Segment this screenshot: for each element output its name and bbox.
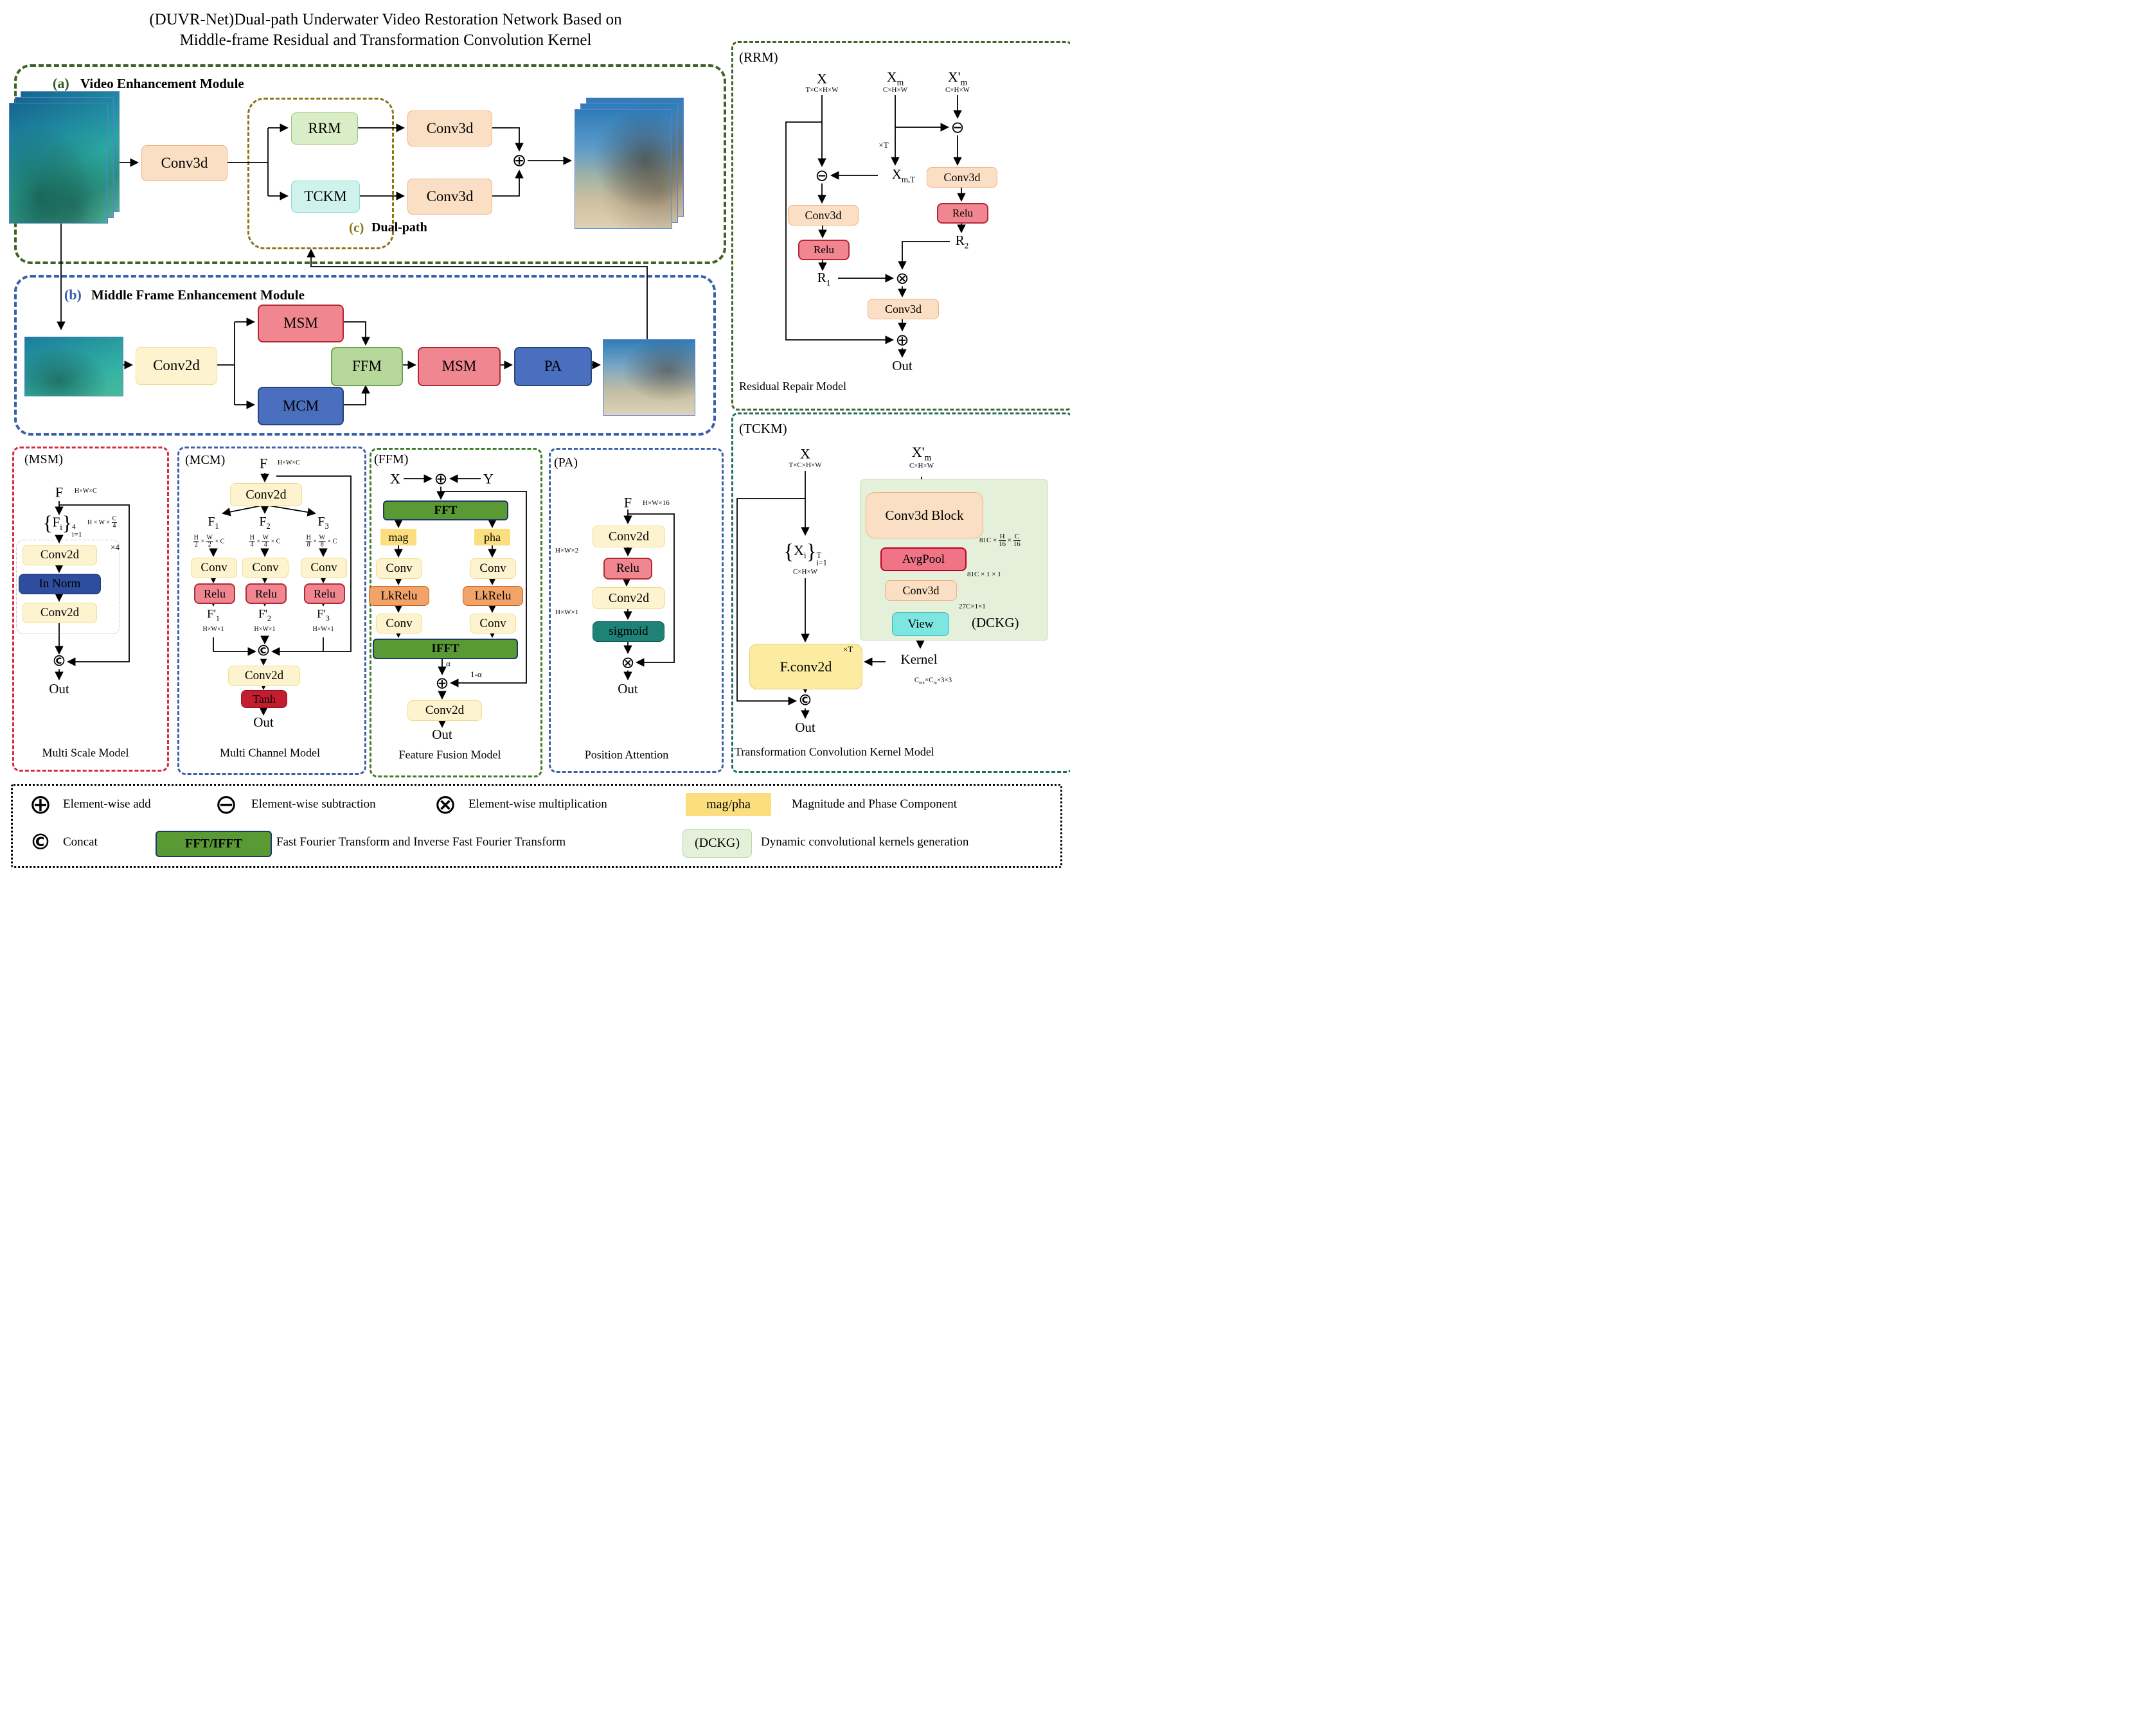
legend-dckg-label: Dynamic convolutional kernels generation — [761, 835, 969, 849]
ffm-x-label: X — [390, 470, 400, 487]
rrm-relu-right: Relu — [937, 203, 988, 224]
legend-dckg-box: (DCKG) — [682, 829, 752, 858]
tckm-view: View — [892, 612, 949, 636]
ffm-lkrelu-l: LkRelu — [369, 586, 429, 606]
mcm-fp3-label: $F'_3$ — [317, 607, 330, 623]
legend-concat-label: Concat — [63, 835, 98, 849]
ffm-alpha-label: α — [446, 659, 450, 668]
legend-magpha-box: mag/pha — [686, 793, 771, 816]
tckm-kernel-dim: $C_{out}\times C_{in}\times 3\times 3$ — [914, 676, 952, 686]
ffm-panel-tag: (FFM) — [374, 452, 409, 466]
mcm-fp2-dim: H×W×1 — [254, 625, 276, 633]
concat-operator-tckm: © — [798, 692, 813, 709]
rrm-relu-left: Relu — [798, 240, 850, 260]
figure-canvas — [0, 0, 1070, 868]
mcm-f1-dim: $\frac{H}{2}$ × $\frac{W}{2}$ × C — [193, 534, 225, 549]
input-video-frame-front — [9, 103, 108, 224]
rrm-xm-dim: C×H×W — [882, 86, 908, 94]
rrm-out-label: Out — [892, 357, 913, 373]
legend-sub-label: Element-wise subtraction — [251, 797, 376, 811]
legend-sub-icon: ⊖ — [215, 788, 238, 820]
msm-fi-dim: H × W × $\frac{C}{4}$ — [87, 515, 117, 529]
dual-path-tag: (c) — [349, 220, 364, 235]
mcm-conv-3: Conv — [301, 558, 347, 578]
msm1-block: MSM — [258, 305, 344, 342]
mcm-conv-1: Conv — [191, 558, 237, 578]
mul-operator-pa: ⊗ — [621, 653, 635, 672]
add-operator-rrm: ⊕ — [895, 330, 909, 350]
tckm-xi-dim: C×H×W — [792, 568, 818, 576]
ffm-mag: mag — [380, 529, 416, 545]
tckm-dim-81c11: 81C × 1 × 1 — [967, 571, 1001, 578]
dual-path-label: Dual-path — [371, 220, 427, 235]
mcm-tanh: Tanh — [241, 690, 287, 708]
mcm-f2-label: $F_2$ — [259, 514, 271, 531]
msm-times4: ×4 — [111, 542, 120, 552]
add-operator-ffm-bottom: ⊕ — [435, 673, 449, 693]
mcm-fp1-dim: H×W×1 — [202, 625, 224, 633]
mcm-caption: Multi Channel Model — [220, 746, 320, 759]
mcm-block: MCM — [258, 387, 344, 425]
tckm-block: TCKM — [291, 181, 360, 213]
tckm-x-label: X — [800, 445, 810, 462]
pa-conv2d-1: Conv2d — [593, 526, 665, 547]
ffm-pha: pha — [474, 529, 510, 545]
section-a-tag: (a) — [53, 75, 69, 91]
mcm-relu-2: Relu — [245, 583, 287, 604]
conv3d-block-a: Conv3d — [141, 145, 227, 181]
msm-f-dim: H×W×C — [75, 488, 97, 495]
rrm-xm-label: $X_m$ — [886, 69, 904, 87]
mcm-conv2d-2: Conv2d — [228, 666, 300, 686]
rrm-conv3d-left: Conv3d — [788, 205, 859, 226]
ffm-lkrelu-r: LkRelu — [463, 586, 523, 606]
legend-fft-label: Fast Fourier Transform and Inverse Fast Fourier Transform — [276, 835, 566, 849]
mcm-f2-dim: $\frac{H}{4}$ × $\frac{W}{4}$ × C — [249, 534, 281, 549]
mcm-fp1-label: $F'_1$ — [207, 607, 220, 623]
rrm-x-dim: T×C×H×W — [805, 86, 839, 94]
ffm-conv-r1: Conv — [470, 558, 516, 579]
figure-title-line1: (DUVR-Net)Dual-path Underwater Video Restoration Network Based on — [149, 11, 622, 28]
pa-out-label: Out — [618, 680, 638, 696]
tckm-fconv2d: F.conv2d — [749, 644, 862, 689]
tckm-avgpool: AvgPool — [880, 547, 967, 571]
rrm-conv3d-right: Conv3d — [927, 167, 997, 188]
mcm-panel-tag: (MCM) — [185, 453, 226, 467]
mcm-conv-2: Conv — [242, 558, 289, 578]
rrm-panel-tag: (RRM) — [739, 49, 778, 65]
concat-operator-mcm: © — [256, 642, 271, 660]
middle-frame-output-image — [603, 339, 695, 416]
rrm-caption: Residual Repair Model — [739, 380, 846, 393]
add-operator-a: ⊕ — [512, 150, 527, 171]
mcm-fp2-label: $F'_2$ — [258, 607, 271, 623]
mcm-f1-label: $F_1$ — [208, 514, 219, 531]
output-video-frame-front — [575, 109, 672, 229]
middle-frame-input-image — [24, 337, 123, 396]
msm-innorm: In Norm — [19, 574, 101, 594]
legend-add-label: Element-wise add — [63, 797, 151, 811]
rrm-block: RRM — [291, 112, 358, 145]
tckm-times-t: ×T — [843, 644, 853, 654]
tckm-panel-tag: (TCKM) — [739, 421, 787, 436]
concat-operator-msm: © — [51, 653, 67, 670]
pa-dim-hw1: H×W×1 — [555, 608, 579, 616]
tckm-conv3d: Conv3d — [885, 580, 957, 601]
pa-conv2d-2: Conv2d — [593, 587, 665, 609]
legend-mul-label: Element-wise multiplication — [468, 797, 607, 811]
ffm-conv-l1: Conv — [376, 558, 422, 579]
msm2-block: MSM — [418, 347, 501, 386]
mcm-f3-dim: $\frac{H}{8}$ × $\frac{W}{8}$ × C — [306, 534, 337, 549]
tckm-dim-81c: 81C × $\frac{H}{16}$ × $\frac{C}{16}$ — [979, 533, 1021, 548]
msm-fi-set: $\{F_i\}$ 4 i=1 — [42, 511, 82, 539]
tckm-x-dim: T×C×H×W — [789, 461, 822, 470]
ffm-conv2d: Conv2d — [407, 700, 482, 721]
legend-magpha-label: Magnitude and Phase Component — [792, 797, 957, 811]
ffm-out-label: Out — [432, 726, 452, 742]
tckm-xpm-label: $X'_m$ — [911, 444, 932, 463]
ffm-caption: Feature Fusion Model — [398, 748, 501, 761]
dckg-tag: (DCKG) — [972, 615, 1019, 630]
ffm-block: FFM — [331, 347, 403, 386]
legend-add-icon: ⊕ — [29, 788, 52, 820]
pa-dim-hw2: H×W×2 — [555, 547, 579, 554]
tckm-kernel-label: Kernel — [900, 651, 938, 667]
sub-operator-right: ⊖ — [950, 118, 965, 137]
tckm-dim-27c: 27C×1×1 — [959, 603, 986, 610]
msm-f-label: F — [55, 484, 64, 500]
ffm-ifft: IFFT — [373, 639, 518, 659]
ffm-conv-l2: Conv — [376, 614, 422, 633]
mcm-f3-label: $F_3$ — [317, 514, 329, 531]
rrm-panel — [731, 41, 1070, 411]
msm-conv2d-1: Conv2d — [22, 545, 97, 565]
rrm-x-label: X — [817, 70, 827, 87]
legend-concat-icon: © — [30, 829, 51, 855]
msm-out-label: Out — [49, 680, 69, 696]
pa-panel-tag: (PA) — [554, 456, 578, 470]
add-operator-ffm-top: ⊕ — [434, 469, 448, 488]
rrm-xmt-label: $X_{m,T}$ — [891, 166, 916, 184]
tckm-xi-set: $\{X_i\}$ T i=1 — [783, 540, 827, 568]
conv3d-block-bottom: Conv3d — [407, 179, 492, 215]
mcm-relu-1: Relu — [194, 583, 235, 604]
legend-mul-icon: ⊗ — [434, 788, 457, 820]
mcm-f-dim: H×W×C — [278, 459, 300, 466]
mcm-out-label: Out — [253, 714, 274, 730]
pa-caption: Position Attention — [584, 748, 669, 761]
conv3d-block-top: Conv3d — [407, 111, 492, 146]
rrm-conv3d-bottom: Conv3d — [868, 299, 939, 319]
section-b-tag: (b) — [64, 287, 82, 303]
tckm-out-label: Out — [795, 719, 816, 735]
ffm-conv-r2: Conv — [470, 614, 516, 633]
ffm-y-label: Y — [483, 470, 494, 487]
figure-title-line2: Middle-frame Residual and Transformation Convolution Kernel — [179, 31, 592, 49]
msm-conv2d-2: Conv2d — [22, 603, 97, 623]
pa-block: PA — [514, 347, 592, 386]
rrm-xpm-label: $X'_m$ — [947, 69, 968, 87]
sub-operator-left: ⊖ — [815, 166, 829, 185]
mul-operator-rrm: ⊗ — [895, 269, 909, 288]
pa-f-label: F — [623, 494, 632, 511]
legend-fft-box: FFT/IFFT — [156, 831, 272, 857]
mcm-relu-3: Relu — [304, 583, 345, 604]
pa-f-dim: H×W×16 — [643, 499, 670, 507]
pa-sigmoid: sigmoid — [593, 621, 664, 642]
tckm-conv3d-block: Conv3d Block — [866, 492, 983, 538]
ffm-panel — [370, 448, 542, 777]
rrm-r1-label: $R_1$ — [817, 270, 831, 288]
pa-relu: Relu — [603, 558, 652, 580]
msm-caption: Multi Scale Model — [42, 746, 129, 759]
rrm-r2-label: $R_2$ — [955, 233, 969, 251]
section-a-title: Video Enhancement Module — [80, 76, 244, 91]
section-b-title: Middle Frame Enhancement Module — [91, 287, 305, 303]
mcm-conv2d: Conv2d — [230, 483, 302, 506]
rrm-xpm-dim: C×H×W — [945, 86, 970, 94]
mcm-f-label: F — [259, 455, 268, 472]
tckm-xpm-dim: C×H×W — [909, 462, 934, 470]
conv2d-block-b: Conv2d — [136, 347, 217, 385]
tckm-caption: Transformation Convolution Kernel Model — [735, 745, 934, 758]
rrm-times-t-label: ×T — [878, 140, 889, 150]
ffm-one-minus-alpha-label: 1-α — [470, 669, 482, 679]
ffm-fft: FFT — [383, 500, 508, 520]
mcm-fp3-dim: H×W×1 — [312, 625, 334, 633]
msm-panel-tag: (MSM) — [24, 452, 64, 466]
